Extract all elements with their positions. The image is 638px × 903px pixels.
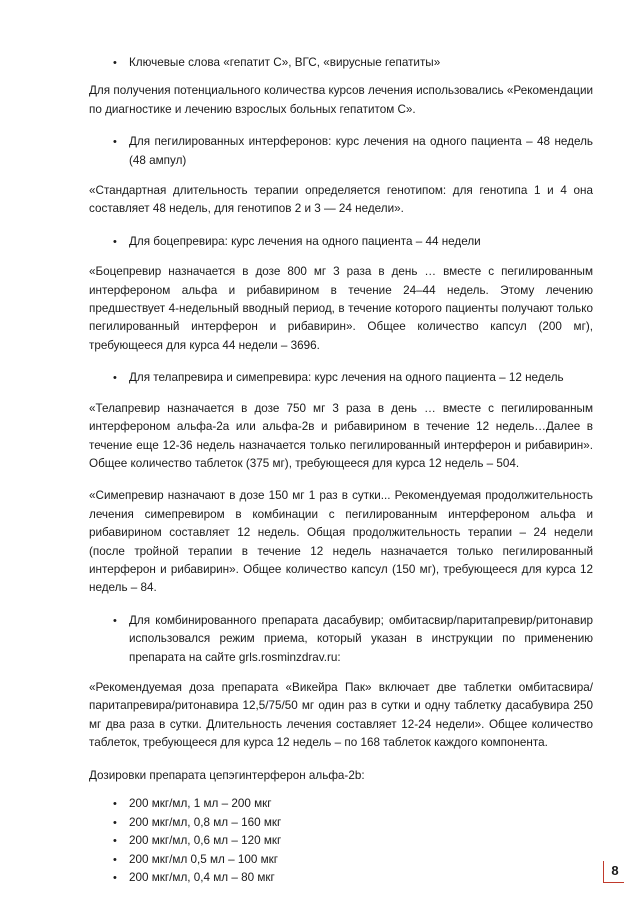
list-item-text: Ключевые слова «гепатит С», ВГС, «вирусные гепатиты»	[129, 56, 441, 69]
list-item-text: Для комбинированного препарата дасабувир; омбитасвир/паритапревир/ритонавир использовался режим приема, который указан в инструкции по применению препарата на сайте grls.rosminzdrav.ru:	[129, 613, 593, 664]
bullet-icon: •	[113, 614, 117, 627]
paragraph: «Телапревир назначается в дозе 750 мг 3 раза в день … вместе с пегилированным интерфероном альфа-2а или альфа-2в и рибавирином в течение 12 недель…Далее в течение еще 12-36 недель назначается только пегилированный интерферон и рибавирин». Общее количество таблеток (375 мг), требующееся для курса 12 недель – 504.	[89, 401, 593, 470]
dosage-text: 200 мкг/мл, 1 мл – 200 мкг	[129, 797, 272, 810]
dosage-text: 200 мкг/мл, 0,8 мл – 160 мкг	[129, 815, 282, 829]
dosage-list	[89, 795, 593, 888]
bullet-list	[89, 54, 593, 72]
paragraph: «Рекомендуемая доза препарата «Викейра Пак» включает две таблетки омбитасвира/паритапревира/ритонавира 12,5/75/50 мг один раз в сутки и одну таблетку дасабувира 250 мг два раза в сутки. Длительность лечения составляет 12-24 недели». Общее количество таблеток, требующееся для курса 12 недель – по 168 таблеток каждого компонента.	[89, 680, 593, 750]
list-item	[89, 869, 593, 888]
bullet-list	[89, 233, 593, 251]
paragraph: «Симепревир назначают в дозе 150 мг 1 раз в сутки... Рекомендуемая продолжительность лечения симепревиром в комбинации с пегилированным интерфероном альфа и рибавирином составляет 12 недель. Общая продолжительность терапии – 24 недели (после тройной терапии в течение 12 недель назначается только пегилированный интерферон и рибавирин». Общее количество капсул (150 мг), требующееся для курса 12 недель – 84.	[89, 489, 593, 595]
paragraph: Для получения потенциального количества курсов лечения использовались «Рекомендации по диагностике и лечению взрослых больных гепатитом С».	[89, 84, 593, 116]
list-item	[89, 795, 593, 814]
list-item	[89, 233, 593, 251]
dosage-text: 200 мкг/мл 0,5 мл – 100 мкг	[129, 852, 279, 866]
dosage-text: 200 мкг/мл, 0,4 мл – 80 мкг	[129, 871, 275, 885]
bullet-icon: •	[113, 235, 117, 248]
page-content	[89, 54, 593, 900]
bullet-icon: •	[113, 853, 117, 866]
bullet-icon: •	[113, 835, 117, 848]
list-item	[89, 851, 593, 870]
bullet-icon: •	[113, 816, 117, 829]
bullet-list	[89, 612, 593, 667]
bullet-list	[89, 369, 593, 387]
bullet-icon: •	[113, 136, 117, 149]
list-item	[89, 814, 593, 833]
list-item-text: Для телапревира и симепревира: курс лечения на одного пациента – 12 недель	[129, 371, 564, 385]
paragraph: «Стандартная длительность терапии определяется генотипом: для генотипа 1 и 4 она составляет 48 недель, для генотипов 2 и 3 — 24 недели».	[89, 184, 593, 216]
list-item	[89, 832, 593, 851]
bullet-icon: •	[113, 872, 117, 885]
page-number: 8	[611, 863, 619, 878]
paragraph: «Боцепревир назначается в дозе 800 мг 3 раза в день … вместе с пегилированным интерфероном альфа и рибавирином в течение 24–44 недель. Этому лечению предшествует 4-недельный вводный период, в течение которого пациенты получают только пегилированный интерферон и рибавирин». Общее количество капсул (200 мг), требующееся для курса 44 недели – 3696.	[89, 265, 593, 352]
paragraph: Дозировки препарата цепэгинтерферон альфа-2b:	[89, 768, 365, 782]
list-item	[89, 133, 593, 170]
list-item-text: Для пегилированных интерферонов: курс лечения на одного пациента – 48 недель (48 ампул)	[129, 135, 593, 167]
list-item	[89, 612, 593, 667]
list-item	[89, 54, 593, 72]
bullet-icon: •	[113, 57, 117, 69]
dosage-text: 200 мкг/мл, 0,6 мл – 120 мкг	[129, 834, 282, 848]
bullet-icon: •	[113, 372, 117, 385]
bullet-icon: •	[113, 798, 117, 810]
list-item	[89, 369, 593, 387]
page-number-frame	[603, 861, 624, 883]
list-item-text: Для боцепревира: курс лечения на одного пациента – 44 недели	[129, 234, 481, 248]
bullet-list	[89, 133, 593, 170]
